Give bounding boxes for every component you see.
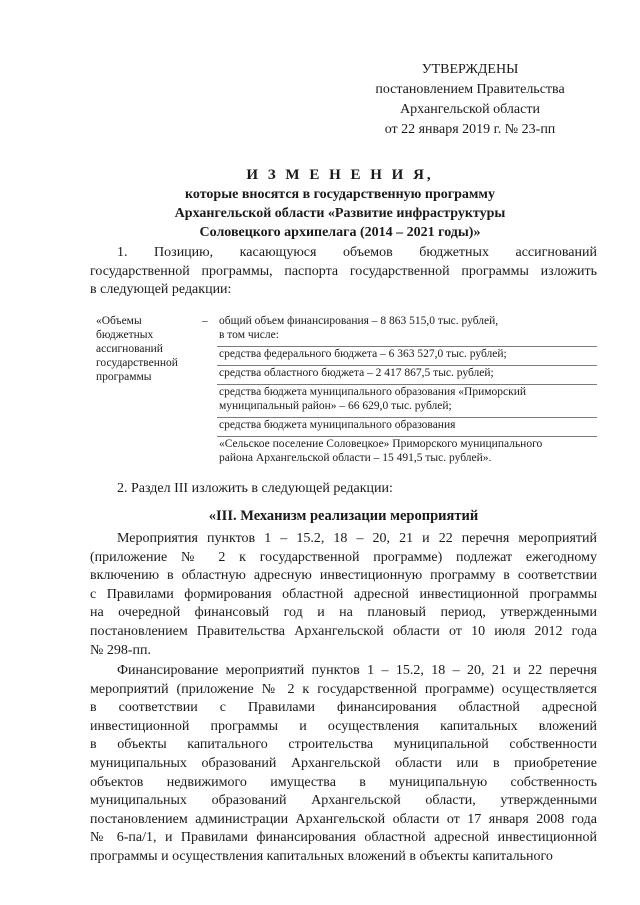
paragraph-line: программы и осуществления капитальных вложений в объекты капитального — [90, 848, 553, 864]
table-cell-text: средства федерального бюджета – 6 363 527,0 тыс. рублей; — [219, 348, 507, 360]
table-divider — [217, 384, 597, 385]
paragraph-line: с Правилами формирования областной адресной инвестиционной программы — [90, 586, 597, 602]
approval-title: УТВЕРЖДЕНЫ — [421, 62, 519, 77]
table-row — [219, 347, 597, 361]
approval-line: постановлением Правительства — [375, 82, 565, 97]
table-cell-text: средства бюджета муниципального образования — [219, 419, 456, 431]
table-cell-text: общий объем финансирования – 8 863 515,0 тыс. рублей, — [219, 315, 499, 327]
paragraph-line: в следующей редакции: — [90, 282, 232, 298]
table-row — [219, 385, 597, 413]
heading-title: И З М Е Н Е Н И Я, — [246, 167, 434, 183]
table-row — [219, 366, 597, 380]
approval-line: Архангельской области — [400, 102, 540, 117]
paragraph-2 — [90, 662, 597, 867]
table-right-column — [219, 314, 597, 468]
paragraph-line: в объекты капитального строительства муниципальной собственности — [90, 737, 597, 753]
heading-line: Архангельской области «Развитие инфраструктуры — [174, 206, 506, 221]
paragraph-line: государственной программы, паспорта государственной программы изложить — [90, 263, 597, 279]
paragraph-line: Мероприятия пунктов 1 – 15.2, 18 – 20, 21 и 22 перечня мероприятий — [117, 531, 597, 546]
table-row — [219, 437, 597, 465]
table-row — [219, 314, 597, 342]
item-1-paragraph — [90, 244, 597, 300]
table-divider — [217, 417, 597, 418]
paragraph-line: постановлением Правительства Архангельской области от 10 июля 2012 года — [90, 623, 597, 639]
table-cell-text: средства областного бюджета – 2 417 867,5 тыс. рублей; — [219, 367, 494, 379]
table-cell-text: «Сельское поселение Соловецкое» Приморского муниципального — [219, 438, 543, 450]
paragraph-line: № 6-па/1, и Правилами финансирования областной адресной инвестиционной — [90, 830, 597, 846]
approval-date: от 22 января 2019 г. № 23-пп — [384, 122, 556, 137]
paragraph-line: Финансирование мероприятий пунктов 1 – 15.2, 18 – 20, 21 и 22 перечня — [117, 663, 597, 678]
paragraph-line: инвестиционной программы и осуществления капитальных вложений — [90, 718, 597, 734]
paragraph-line: на очередной финансовый год и на плановый период, утвержденными — [90, 605, 597, 621]
paragraph-line: № 298-пп. — [90, 642, 152, 658]
approval-stamp — [360, 60, 580, 140]
heading-line: Соловецкого архипелага (2014 – 2021 годы)» — [199, 225, 481, 240]
paragraph-1 — [90, 530, 597, 660]
table-cell-text: средства бюджета муниципального образования «Приморский — [219, 386, 527, 398]
table-cell-text: муниципальный район» – 66 629,0 тыс. рублей; — [219, 400, 452, 412]
table-left-text: программы — [96, 371, 152, 383]
paragraph-line: 2. Раздел III изложить в следующей редакции: — [117, 481, 393, 496]
table-divider — [217, 346, 597, 347]
table-cell-text: района Архангельской области – 15 491,5 тыс. рублей». — [219, 452, 492, 464]
paragraph-line: постановлением администрации Архангельской области от 17 января 2008 года — [90, 811, 597, 827]
section-title: «III. Механизм реализации мероприятий — [208, 508, 479, 524]
paragraph-line: 1. Позицию, касающуюся объемов бюджетных ассигнований — [117, 245, 597, 260]
table-left-text: государственной — [96, 357, 178, 369]
document-heading — [90, 166, 590, 242]
table-left-text: ассигнований — [96, 343, 163, 355]
item-2-paragraph — [90, 480, 597, 499]
table-left-column — [96, 314, 206, 384]
paragraph-line: объектов недвижимого имущества в муниципальную собственность — [90, 774, 597, 790]
table-cell-text: в том числе: — [219, 329, 279, 341]
paragraph-line: муниципальных образований Архангельской области или в приобретение — [90, 755, 597, 771]
table-left-text: «Объемы — [96, 315, 142, 327]
table-dash: – — [202, 315, 208, 327]
table-divider — [217, 365, 597, 366]
paragraph-line: включению в областную адресную инвестиционную программу в соответствии — [90, 568, 597, 584]
table-left-text: бюджетных — [96, 329, 154, 341]
paragraph-line: в соответствии с Правилами финансирования областной адресной — [90, 700, 597, 716]
paragraph-line: мероприятий (приложение № 2 к государственной программе) осуществляется — [90, 681, 597, 697]
paragraph-line: (приложение № 2 к государственной программе) подлежат ежегодному — [90, 549, 597, 565]
table-row — [219, 418, 597, 432]
table-divider — [217, 436, 597, 437]
heading-line: которые вносятся в государственную программу — [185, 187, 495, 202]
paragraph-line: муниципальных образований Архангельской области, утвержденными — [90, 793, 597, 809]
